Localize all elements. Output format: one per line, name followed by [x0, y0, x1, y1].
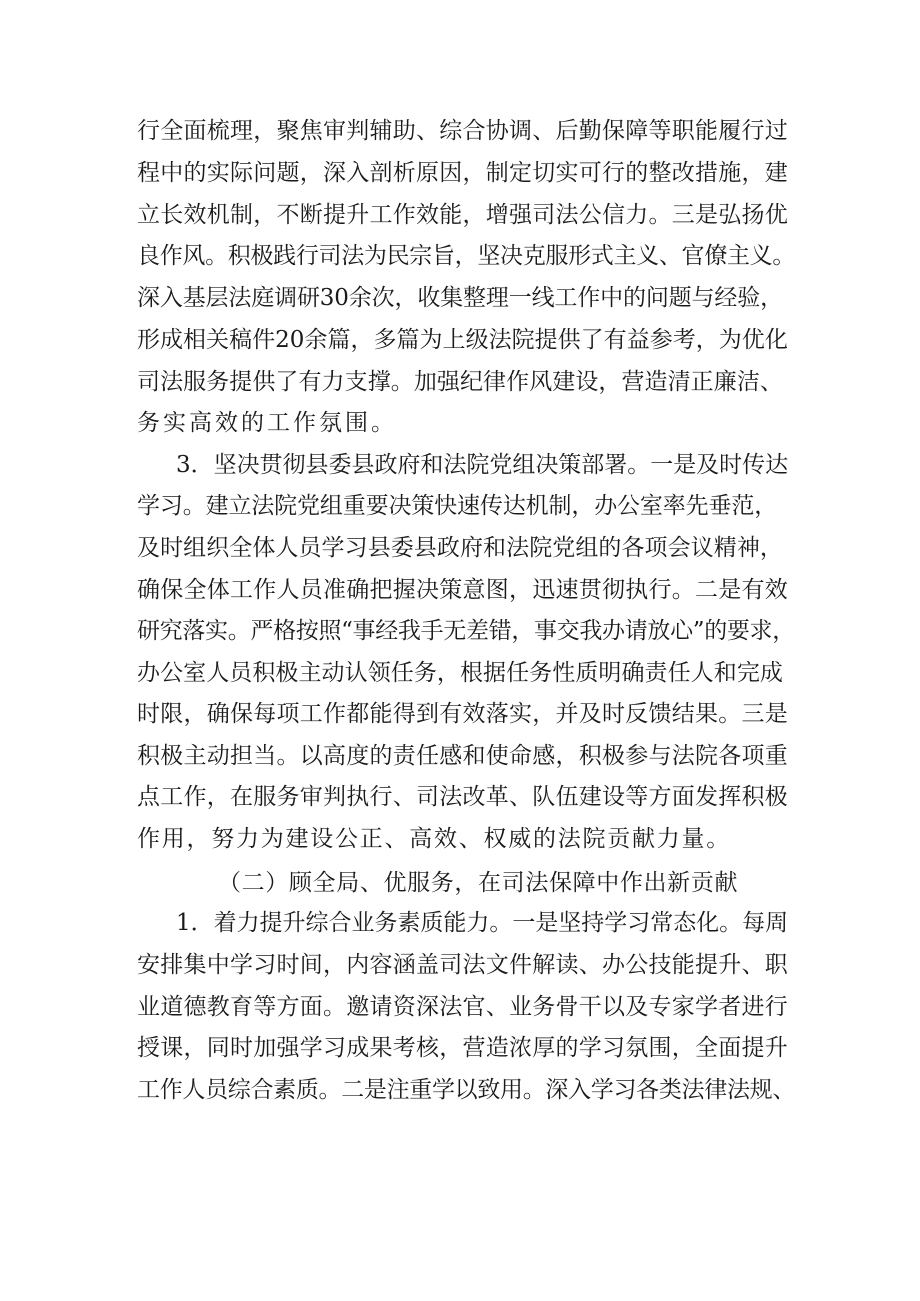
text-line-20: 1．着力提升综合业务素质能力。一是坚持学习常态化。每周	[176, 910, 789, 936]
text-line-21: 安排集中学习时间，内容涵盖司法文件解读、办公技能提升、职	[137, 952, 788, 978]
text-line-15: 时限，确保每项工作都能得到有效落实，并及时反馈结果。三是	[137, 701, 788, 727]
text-line-7: 司法服务提供了有力支撑。加强纪律作风建设，营造清正廉洁、	[137, 369, 783, 395]
text-line-1: 行全面梳理，聚焦审判辅助、综合协调、后勤保障等职能履行过	[137, 118, 788, 144]
text-line-3: 立长效机制，不断提升工作效能，增强司法公信力。三是弘扬优	[137, 202, 788, 228]
text-line-6: 形成相关稿件20余篇，多篇为上级法院提供了有益参考，为优化	[137, 327, 788, 353]
text-line-8: 务实高效的工作氛围。	[137, 410, 397, 436]
text-line-16: 积极主动担当。以高度的责任感和使命感，积极参与法院各项重	[137, 743, 788, 769]
text-line-14: 办公室人员积极主动认领任务，根据任务性质明确责任人和完成	[137, 660, 783, 686]
section-heading: （二）顾全局、优服务，在司法保障中作出新贡献	[218, 870, 739, 896]
text-line-4: 良作风。积极践行司法为民宗旨，坚决克服形式主义、官僚主义。	[137, 243, 796, 269]
text-line-23: 授课，同时加强学习成果考核，营造浓厚的学习氛围，全面提升	[137, 1035, 788, 1061]
text-line-5: 深入基层法庭调研30余次，收集整理一线工作中的问题与经验，	[137, 285, 783, 311]
text-line-12: 确保全体工作人员准确把握决策意图，迅速贯彻执行。二是有效	[137, 577, 788, 603]
text-line-18: 作用，努力为建设公正、高效、权威的法院贡献力量。	[137, 826, 731, 852]
text-line-24: 工作人员综合素质。二是注重学以致用。深入学习各类法律法规、	[137, 1077, 796, 1103]
text-line-10: 学习。建立法院党组重要决策快速传达机制，办公室率先垂范，	[137, 493, 778, 519]
text-line-22: 业道德教育等方面。邀请资深法官、业务骨干以及专家学者进行	[137, 994, 788, 1020]
text-line-11: 及时组织全体人员学习县委县政府和法院党组的各项会议精神，	[137, 535, 783, 561]
text-line-2: 程中的实际问题，深入剖析原因，制定切实可行的整改措施，建	[137, 160, 788, 186]
text-line-9: 3．坚决贯彻县委县政府和法院党组决策部署。一是及时传达	[176, 452, 789, 478]
text-line-13: 研究落实。严格按照“事经我手无差错，事交我办请放心”的要求，	[137, 618, 795, 644]
text-line-17: 点工作，在服务审判执行、司法改革、队伍建设等方面发挥积极	[137, 784, 788, 810]
